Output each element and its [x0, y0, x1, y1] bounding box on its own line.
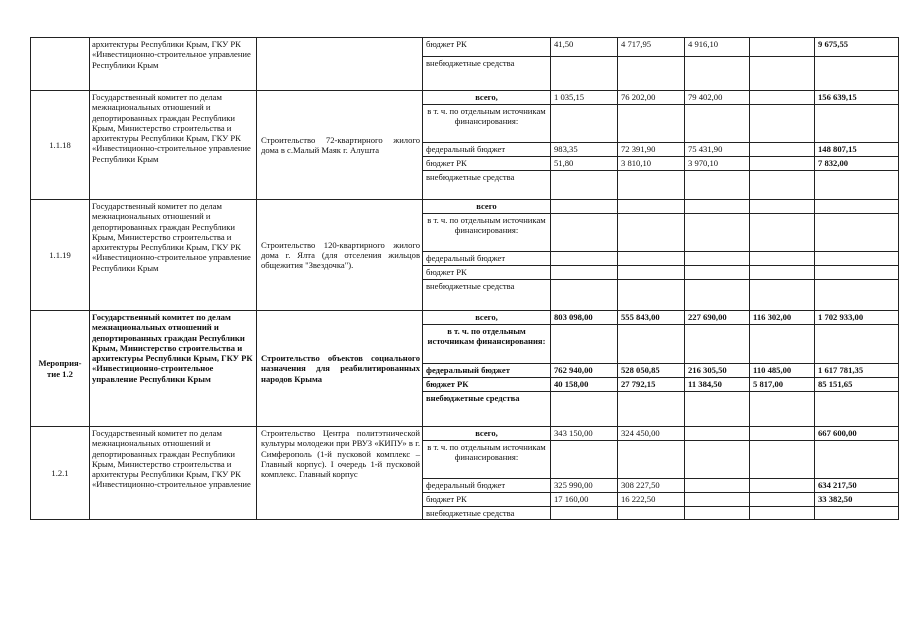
- source-name-cell: бюджет РК: [423, 38, 551, 57]
- value-cell: 343 150,00: [551, 427, 618, 441]
- source-name-cell: федеральный бюджет: [423, 479, 551, 493]
- table-row: [31, 427, 899, 441]
- source-name-cell: федеральный бюджет: [423, 252, 551, 266]
- row-number-cell: 1.2.1: [31, 427, 90, 520]
- table-row: [31, 91, 899, 105]
- value-cell: 5 817,00: [750, 378, 815, 392]
- value-cell: 555 843,00: [618, 311, 685, 325]
- value-cell: 803 098,00: [551, 311, 618, 325]
- row-number-cell: 1.1.18: [31, 91, 90, 200]
- value-cell: [750, 38, 815, 57]
- source-name-cell: в т. ч. по отдельным источникам финансирования:: [423, 214, 551, 252]
- value-cell: 227 690,00: [685, 311, 750, 325]
- value-cell: 75 431,90: [685, 143, 750, 157]
- event-name-cell: Строительство 120-квартирного жилого дома г. Ялта (для отселения жильцов общежития "Звездочка").: [257, 200, 423, 311]
- source-name-cell: всего,: [423, 91, 551, 105]
- total-cell: 634 217,50: [815, 479, 899, 493]
- total-cell: 9 675,55: [815, 38, 899, 57]
- source-name-cell: в т. ч. по отдельным источникам финансирования:: [423, 105, 551, 143]
- value-cell: 16 222,50: [618, 493, 685, 507]
- value-cell: 110 485,00: [750, 364, 815, 378]
- value-cell: 4 717,95: [618, 38, 685, 57]
- source-name-cell: в т. ч. по отдельным источникам финансирования:: [423, 441, 551, 479]
- event-name-cell: [257, 38, 423, 91]
- total-cell: 1 702 933,00: [815, 311, 899, 325]
- source-name-cell: федеральный бюджет: [423, 143, 551, 157]
- value-cell: [750, 157, 815, 171]
- value-cell: 308 227,50: [618, 479, 685, 493]
- value-cell: 4 916,10: [685, 38, 750, 57]
- total-cell: 7 832,00: [815, 157, 899, 171]
- value-cell: 40 158,00: [551, 378, 618, 392]
- event-name-cell: Строительство 72-квартирного жилого дома в с.Малый Маяк г. Алушта: [257, 91, 423, 200]
- source-name-cell: бюджет РК: [423, 157, 551, 171]
- value-cell: 528 050,85: [618, 364, 685, 378]
- source-name-cell: федеральный бюджет: [423, 364, 551, 378]
- value-cell: 116 302,00: [750, 311, 815, 325]
- source-name-cell: внебюджетные средства: [423, 507, 551, 520]
- executor-cell: архитектуры Республики Крым, ГКУ РК «Инвестиционно-строительное управление Республики Крым: [90, 38, 257, 91]
- executor-cell: Государственный комитет по делам межнациональных отношений и депортированных граждан Республики Крым, Министерство строительства и архитектуры Республики Крым, ГКУ РК «Инвестиционно-строительное управление: [90, 427, 257, 520]
- source-name-cell: внебюджетные средства: [423, 171, 551, 200]
- value-cell: 325 990,00: [551, 479, 618, 493]
- source-name-cell: всего: [423, 200, 551, 214]
- source-name-cell: внебюджетные средства: [423, 392, 551, 427]
- executor-cell: Государственный комитет по делам межнациональных отношений и депортированных граждан Республики Крым, Министерство строительства и архитектуры Республики Крым, ГКУ РК «Инвестиционно-строительное управление Республики Крым: [90, 200, 257, 311]
- source-name-cell: бюджет РК: [423, 493, 551, 507]
- table-row: [31, 200, 899, 214]
- source-name-cell: в т. ч. по отдельным источникам финансирования:: [423, 325, 551, 364]
- value-cell: 51,80: [551, 157, 618, 171]
- executor-cell: Государственный комитет по делам межнациональных отношений и депортированных граждан Республики Крым, Министерство строительства и архитектуры Республики Крым, ГКУ РК «Инвестиционно-строительное управление Республики Крым: [90, 311, 257, 427]
- executor-cell: Государственный комитет по делам межнациональных отношений и депортированных граждан Республики Крым, Министерство строительства и архитектуры Республики Крым, ГКУ РК «Инвестиционно-строительное управление Республики Крым: [90, 91, 257, 200]
- source-name-cell: бюджет РК: [423, 266, 551, 280]
- value-cell: 324 450,00: [618, 427, 685, 441]
- row-number-cell: 1.1.19: [31, 200, 90, 311]
- total-cell: 667 600,00: [815, 427, 899, 441]
- budget-table: [30, 37, 899, 520]
- value-cell: 983,35: [551, 143, 618, 157]
- total-cell: 33 382,50: [815, 493, 899, 507]
- value-cell: 41,50: [551, 38, 618, 57]
- event-name-cell: Строительство объектов социального назначения для реабилитированных народов Крыма: [257, 311, 423, 427]
- value-cell: 3 970,10: [685, 157, 750, 171]
- value-cell: 11 384,50: [685, 378, 750, 392]
- table-row: [31, 38, 899, 57]
- row-number-cell: [31, 38, 90, 91]
- value-cell: 76 202,00: [618, 91, 685, 105]
- value-cell: 72 391,90: [618, 143, 685, 157]
- value-cell: 79 402,00: [685, 91, 750, 105]
- total-cell: 85 151,65: [815, 378, 899, 392]
- value-cell: 216 305,50: [685, 364, 750, 378]
- value-cell: 3 810,10: [618, 157, 685, 171]
- source-name-cell: внебюджетные средства: [423, 57, 551, 91]
- value-cell: 27 792,15: [618, 378, 685, 392]
- total-cell: 156 639,15: [815, 91, 899, 105]
- value-cell: 17 160,00: [551, 493, 618, 507]
- value-cell: 1 035,15: [551, 91, 618, 105]
- source-name-cell: бюджет РК: [423, 378, 551, 392]
- total-cell: 148 807,15: [815, 143, 899, 157]
- value-cell: [750, 91, 815, 105]
- source-name-cell: всего,: [423, 427, 551, 441]
- event-name-cell: Строительство Центра политэтнической культуры молодежи при РВУЗ «КИПУ» в г. Симферополь (1-й пусковой комплекс – Главный корпус). I очередь 1-й пусковой комплекс. Главный корпус: [257, 427, 423, 520]
- source-name-cell: внебюджетные средства: [423, 280, 551, 311]
- row-number-cell: Мероприя-тие 1.2: [31, 311, 90, 427]
- table-row: [31, 311, 899, 325]
- value-cell: 762 940,00: [551, 364, 618, 378]
- value-cell: [750, 143, 815, 157]
- source-name-cell: всего,: [423, 311, 551, 325]
- total-cell: 1 617 781,35: [815, 364, 899, 378]
